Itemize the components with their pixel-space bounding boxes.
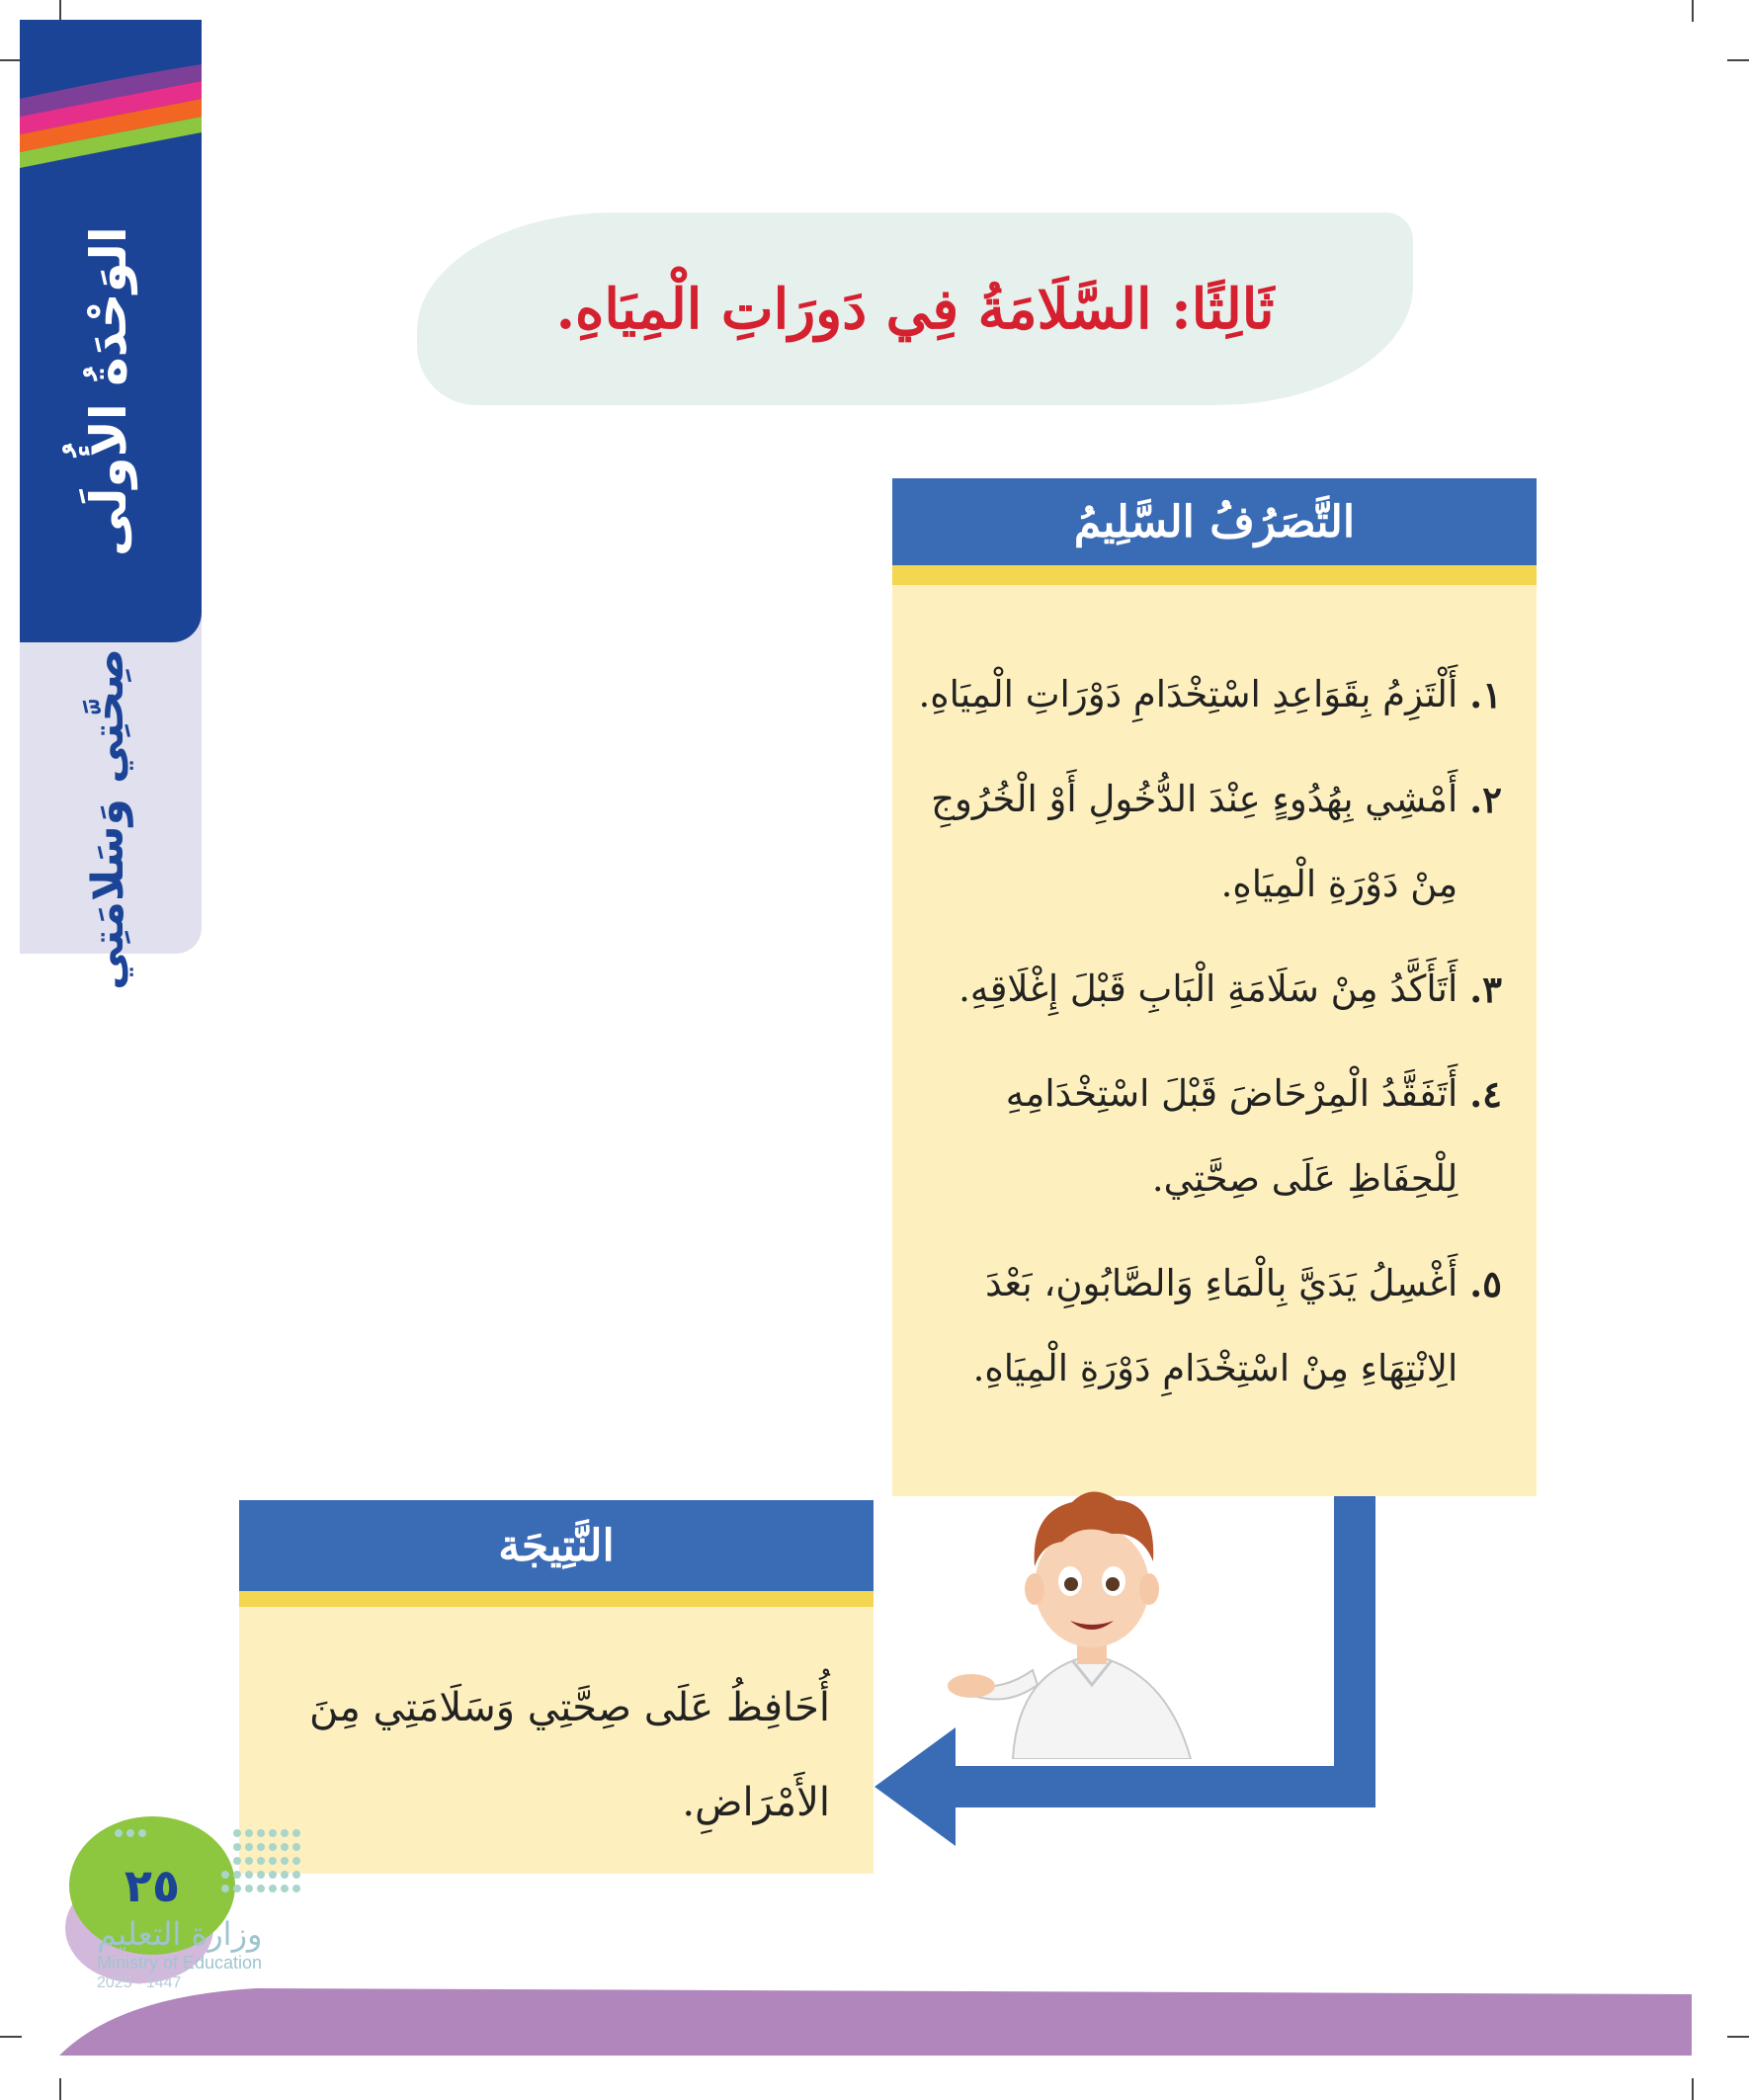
list-item bbox=[909, 652, 1502, 737]
result-box-title: النَّتِيجَة bbox=[239, 1500, 874, 1591]
page-heading: ثَالِثًا: السَّلَامَةُ فِي دَورَاتِ الْمِيَاهِ. bbox=[555, 276, 1275, 342]
list-item-text: أَغْسِلُ يَدَيَّ بِالْمَاءِ وَالصَّابُونِ، بَعْدَ الِانْتِهَاءِ مِنْ اسْتِخْدَامِ دَوْرَةِ الْمِيَاهِ. bbox=[972, 1262, 1458, 1389]
ministry-logo-icon bbox=[99, 1823, 316, 1907]
behaviour-list bbox=[909, 652, 1502, 1431]
crop-mark bbox=[1692, 0, 1694, 22]
list-item-text: أَتَأَكَّدُ مِنْ سَلَامَةِ الْبَابِ قَبْلَ إِغْلَاقِهِ. bbox=[958, 967, 1458, 1010]
list-item bbox=[909, 1051, 1502, 1221]
ministry-name-arabic: وزارة التعليم bbox=[97, 1915, 263, 1953]
list-item-text: أَتَفَقَّدُ الْمِرْحَاضَ قَبْلَ اسْتِخْدَامِهِ لِلْحِفَاظِ عَلَى صِحَّتِي. bbox=[1005, 1072, 1458, 1200]
crop-mark bbox=[59, 0, 61, 22]
boy-illustration bbox=[944, 1472, 1240, 1759]
side-tab-color-stripes bbox=[20, 59, 202, 168]
behaviour-box-title: التَّصَرُفُ السَّلِيمُ bbox=[892, 478, 1537, 565]
crop-mark bbox=[1727, 59, 1749, 61]
result-box-strip bbox=[239, 1591, 874, 1607]
list-item-text: أَمْشِي بِهُدُوءٍ عِنْدَ الدُّخُولِ أَوْ الْخُرُوجِ مِنْ دَوْرَةِ الْمِيَاهِ. bbox=[931, 778, 1458, 905]
list-item bbox=[909, 757, 1502, 927]
footer-wave bbox=[0, 1937, 1749, 2056]
ministry-name-english: Ministry of Education bbox=[97, 1953, 263, 1973]
list-item-number: ٣. bbox=[1469, 967, 1502, 1011]
list-item-number: ١. bbox=[1469, 673, 1502, 716]
list-item-number: ٤. bbox=[1469, 1072, 1502, 1116]
crop-mark bbox=[59, 2078, 61, 2100]
list-item-number: ٥. bbox=[1469, 1262, 1502, 1305]
crop-mark bbox=[0, 59, 22, 61]
unit-title: الوَحْدَةُ الأُولَى bbox=[80, 226, 137, 556]
flow-arrow-shaft-horizontal bbox=[939, 1766, 1375, 1807]
section-title: صِحَّتِي وَسَلامَتِي bbox=[83, 648, 133, 990]
flow-arrow-shaft-vertical bbox=[1334, 1496, 1375, 1807]
result-text: أُحَافِظُ عَلَى صِحَّتِي وَسَلَامَتِي مِنَ الأَمْرَاضِ. bbox=[308, 1685, 830, 1825]
edition-year: 2025 - 1447 bbox=[97, 1974, 182, 1991]
crop-mark bbox=[1692, 2078, 1694, 2100]
list-item-text: أَلْتَزِمُ بِقَوَاعِدِ اسْتِخْدَامِ دَوْرَاتِ الْمِيَاهِ. bbox=[918, 673, 1458, 715]
list-item-number: ٢. bbox=[1469, 778, 1502, 821]
page-number-badge: ٢٥ bbox=[69, 1816, 235, 1955]
list-item bbox=[909, 1241, 1502, 1411]
behaviour-box-strip bbox=[892, 565, 1537, 585]
list-item bbox=[909, 947, 1502, 1032]
